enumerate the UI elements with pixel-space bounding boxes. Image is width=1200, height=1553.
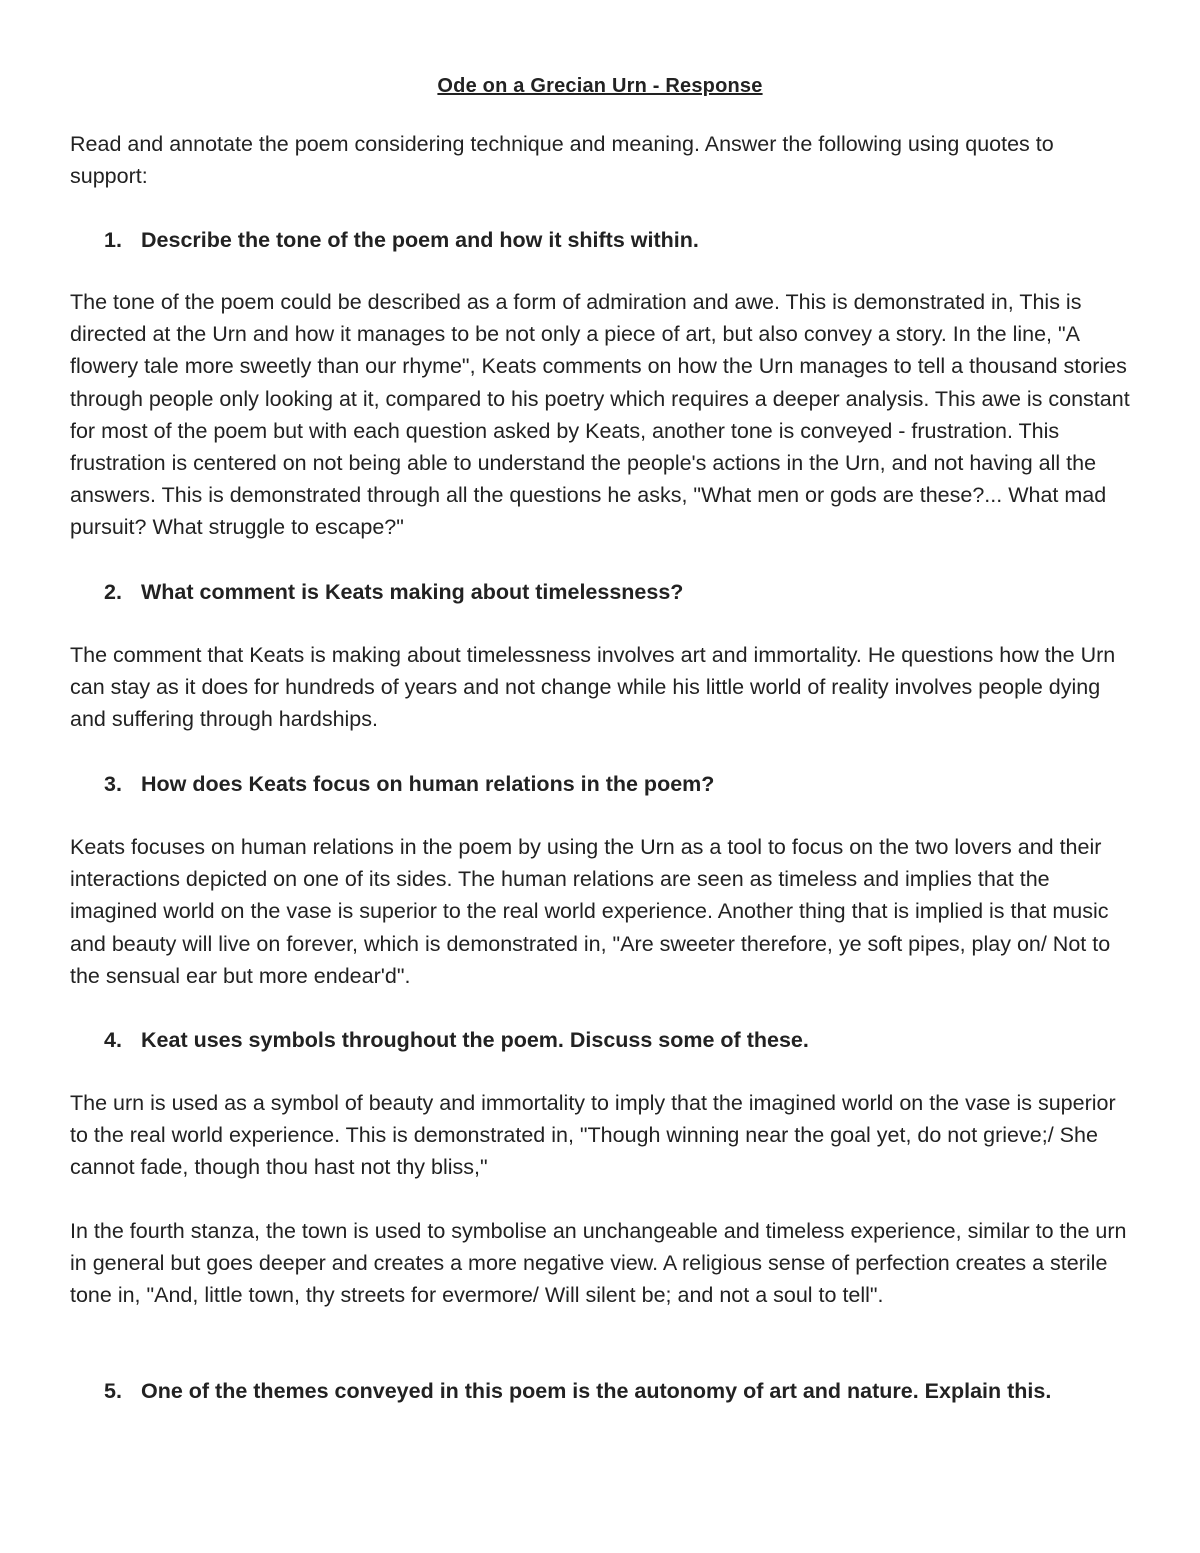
answer-1-paragraph: The tone of the poem could be described as a form of admiration and awe. This is demonstrated in, This is directed at the Urn and how it manages to be not only a piece of art, but also convey a story. In the line, "A flowery tale more sweetly than our rhyme", Keats comments on how the Urn manages to tell a thousand stories through people only looking at it, compared to his poetry which requires a deeper analysis. This awe is constant for most of the poem but with each question asked by Keats, another tone is conveyed - frustration. This frustration is centered on not being able to understand the people's actions in the Urn, and not having all the answers. This is demonstrated through all the questions he asks, "What men or gods are these?... What mad pursuit? What struggle to escape?" <box>70 290 1130 540</box>
question-2 <box>104 576 1104 608</box>
intro-paragraph: Read and annotate the poem considering technique and meaning. Answer the following using quotes to support: <box>70 132 1054 189</box>
question-text: How does Keats focus on human relations in the poem? <box>141 772 715 796</box>
document-title: Ode on a Grecian Urn - Response <box>437 75 763 97</box>
question-text: One of the themes conveyed in this poem is the autonomy of art and nature. Explain this. <box>141 1379 1052 1403</box>
question-number: 5. <box>104 1379 122 1403</box>
question-number: 1. <box>104 228 122 252</box>
question-number: 3. <box>104 772 122 796</box>
question-number: 4. <box>104 1028 122 1052</box>
answer-4-paragraph-1: The urn is used as a symbol of beauty and immortality to imply that the imagined world on the vase is superior to the real world experience. This is demonstrated in, "Though winning near the goal yet, do not grieve;/ She cannot fade, though thou hast not thy bliss," <box>70 1091 1116 1180</box>
answer-4-paragraph-2: In the fourth stanza, the town is used to symbolise an unchangeable and timeless experience, similar to the urn in general but goes deeper and creates a more negative view. A religious sense of perfection creates a sterile tone in, "And, little town, thy streets for evermore/ Will silent be; and not a soul to tell". <box>70 1219 1127 1308</box>
question-5 <box>104 1375 1104 1407</box>
answer-3-paragraph: Keats focuses on human relations in the poem by using the Urn as a tool to focus on the two lovers and their interactions depicted on one of its sides. The human relations are seen as timeless and implies that the imagined world on the vase is superior to the real world experience. Another thing that is implied is that music and beauty will live on forever, which is demonstrated in, "Are sweeter therefore, ye soft pipes, play on/ Not to the sensual ear but more endear'd". <box>70 835 1111 988</box>
question-text: Keat uses symbols throughout the poem. Discuss some of these. <box>141 1028 809 1052</box>
question-text: What comment is Keats making about timelessness? <box>141 580 684 604</box>
question-text: Describe the tone of the poem and how it shifts within. <box>141 228 699 252</box>
question-4 <box>104 1024 1104 1056</box>
question-1 <box>104 224 1104 256</box>
question-number: 2. <box>104 580 122 604</box>
answer-2-paragraph: The comment that Keats is making about timelessness involves art and immortality. He questions how the Urn can stay as it does for hundreds of years and not change while his little world of reality involves people dying and suffering through hardships. <box>70 643 1116 732</box>
question-3 <box>104 768 1104 800</box>
